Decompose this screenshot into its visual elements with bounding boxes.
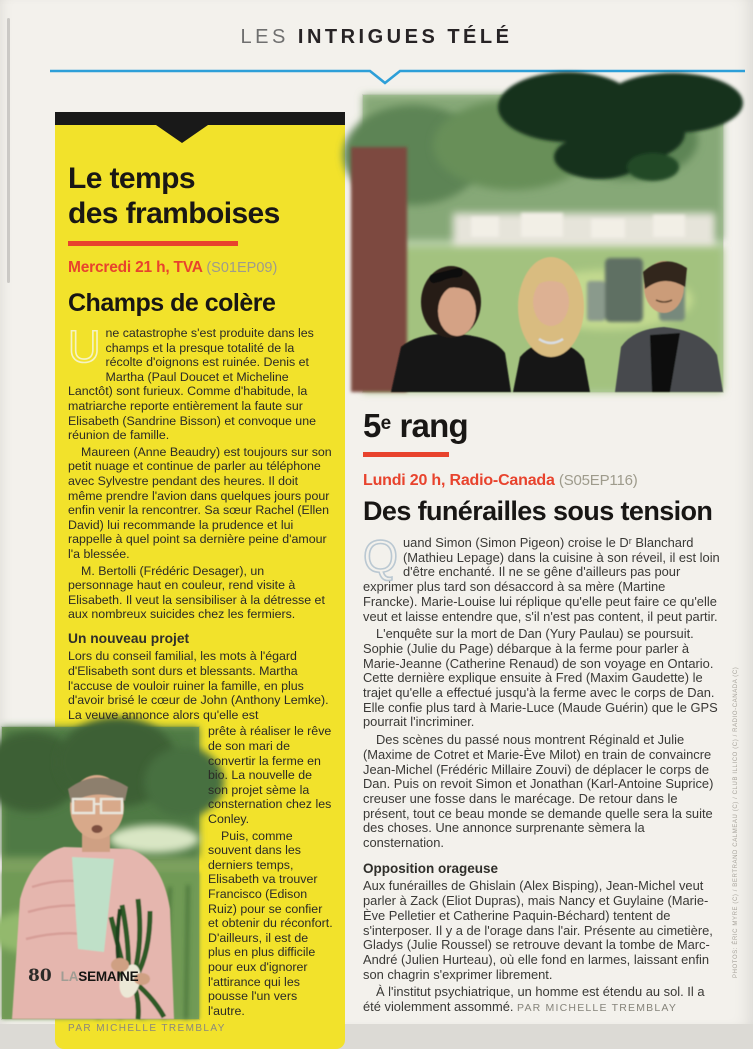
body-paragraph: M. Bertolli (Frédéric Desager), un personnage haut en couleur, rend visite à Elisabeth. Il veut la sensibiliser à la détresse et aux nombreux suicides chez les fermiers. — [68, 563, 325, 622]
title-rule — [363, 452, 449, 457]
section-header-prefix: LES — [240, 26, 289, 48]
logo-name: SEMAINE — [78, 969, 139, 984]
page-footer — [28, 966, 138, 986]
show-rank-title: 5e rang — [363, 407, 468, 444]
left-article-card — [55, 112, 345, 1049]
article-headline: Des funérailles sous tension — [363, 496, 713, 526]
schedule-text: Lundi 20 h, Radio-Canada — [363, 472, 555, 489]
body-paragraph: Des scènes du passé nous montrent Réginald et Julie (Maxime de Cotret et Marie-Ève Milot) en train de convaincre Jean-Michel (Frédéric Millaire Zouvi) de déplacer le corps de Dan. Puis on revoit Simon et Jonathan (Karl-Antoine Suprice) creuser une fosse dans le marécage. De retour dans le présent, tout ce beau monde se demande quelle sera la suite des choses. Une annonce surprenante sèmera la consternation. — [363, 732, 714, 851]
article-subhead: Un nouveau projet — [68, 630, 190, 646]
body-paragraph: Puis, comme souvent dans les derniers temps, Elisabeth va trouver Francisco (Edison Ruiz) pour se confier et obtenir du réconfort. D'ailleurs, il est de plus en plus difficile pour eux d'ignorer l'attirance qui les pousse l'un vers l'autre. — [208, 828, 333, 1018]
body-paragraph: Une catastrophe s'est produite dans les champs et la presque totalité de la récolte d'oignons est ruinée. Denis et Martha (Paul Doucet et Micheline Lanctôt) sont furieux. Comme d'habitude, la matriarche reporte entièrement la faute sur Elisabeth (Sandrine Bisson) et convoque une réunion de famille. — [68, 321, 316, 443]
byline: PAR MICHELLE TREMBLAY — [517, 1002, 678, 1015]
title-rule — [68, 241, 238, 246]
page-number: 80 — [28, 966, 52, 986]
dropcap: U — [68, 321, 101, 372]
body-paragraph: Lors du conseil familial, les mots à l'égard d'Elisabeth sont durs et blessants. Martha l'accuse de vouloir ruiner la famille, en plus d'avoir brisé le cœur de John (Anthony Lemke). La veuve annonce alors qu'elle est — [68, 649, 329, 722]
dropcap: Q — [363, 531, 399, 582]
episode-code: (S05EP116) — [558, 472, 638, 489]
magazine-logo — [61, 969, 139, 984]
article-body — [68, 321, 333, 1037]
body-paragraph: Quand Simon (Simon Pigeon) croise le Dʳ Blanchard (Mathieu Lepage) dans la cuisine à son réveil, il est loin d'être enchanté. Il ne se gêne d'ailleurs pas pour exprimer plus tard son désaccord à sa mère (Martine Francke). Marie-Louise lui réplique qu'elle peut faire ce qu'elle veut et laisse entendre que, s'il n'est pas content, il peut partir. — [363, 531, 720, 624]
card-top-tab — [55, 112, 345, 144]
photo-credits: PHOTOS: ÉRIC MYRE (C) / BERTRAND CALMEAU (C) / CLUB ILLICO (C) / RADIO-CANADA (C) — [733, 666, 739, 978]
episode-code: (S01EP09) — [206, 260, 278, 276]
body-paragraph: À l'institut psychiatrique, un homme est étendu au sol. Il a été violemment assommé. PAR MICHELLE TREMBLAY — [363, 984, 705, 1015]
body-paragraph: Aux funérailles de Ghislain (Alex Bisping), Jean-Michel veut parler à Zack (Eliot Dupras), mais Nancy et Guylaine (Marie-Ève Pelletier et Catherine Paquin-Béchard) tentent de s'interposer. Il y a de l'orage dans l'air. Présente au cimetière, Gladys (Julie Roussel) se retrouve devant la tombe de Marc-André (Julien Hurteau), où elle fond en larmes, laissant enfin son chagrin s'exprimer librement. — [363, 878, 713, 982]
byline: PAR MICHELLE TREMBLAY — [68, 1023, 226, 1035]
body-paragraph: L'enquête sur la mort de Dan (Yury Paulau) se poursuit. Sophie (Julie du Page) débarque à la ferme pour parler à Marie-Jeanne (Catherine Renaud) de son voyage en Ontario. Cette dernière explique ensuite à Fred (Maxim Gaudette) le trajet qu'elle a effectué jusqu'à la ferme avec le corps de Dan. Elle confie plus tard à Marie-Luce (Maude Guérin) que le GPS pourrait l'incriminer. — [363, 626, 718, 730]
right-article — [363, 95, 723, 1019]
article-body — [363, 531, 723, 1016]
show-title: Le temps des framboises — [68, 162, 280, 230]
schedule-line — [363, 472, 723, 490]
rank-sup: e — [380, 413, 392, 434]
schedule-text: Mercredi 21 h, TVA — [68, 259, 203, 276]
schedule-line — [68, 259, 333, 277]
article-subhead: Opposition orageuse — [363, 860, 499, 876]
body-paragraph: prête à réaliser le rêve de son mari de convertir la ferme en bio. La nouvelle de son projet sème la consternation chez les Conley. — [208, 724, 332, 826]
section-header-title: INTRIGUES TÉLÉ — [297, 26, 513, 48]
scan-edge-artifact — [7, 18, 10, 283]
section-header — [0, 26, 753, 49]
funeral-scene-photo — [363, 95, 723, 392]
yellow-panel — [55, 125, 345, 1049]
logo-prefix: LA — [60, 969, 79, 984]
body-paragraph: Maureen (Anne Beaudry) est toujours sur son petit nuage et continue de parler au téléphone avec Sylvestre pendant des heures. Il doit même prendre l'avion dans quelques jours pour enfin venir la rencontrer. Sa sœur Rachel (Ellen David) lui recommande la prudence et lui rappelle à quel point sa dernière peine d'amour l'a blessée. — [68, 444, 332, 561]
article-headline: Champs de colère — [68, 289, 276, 317]
